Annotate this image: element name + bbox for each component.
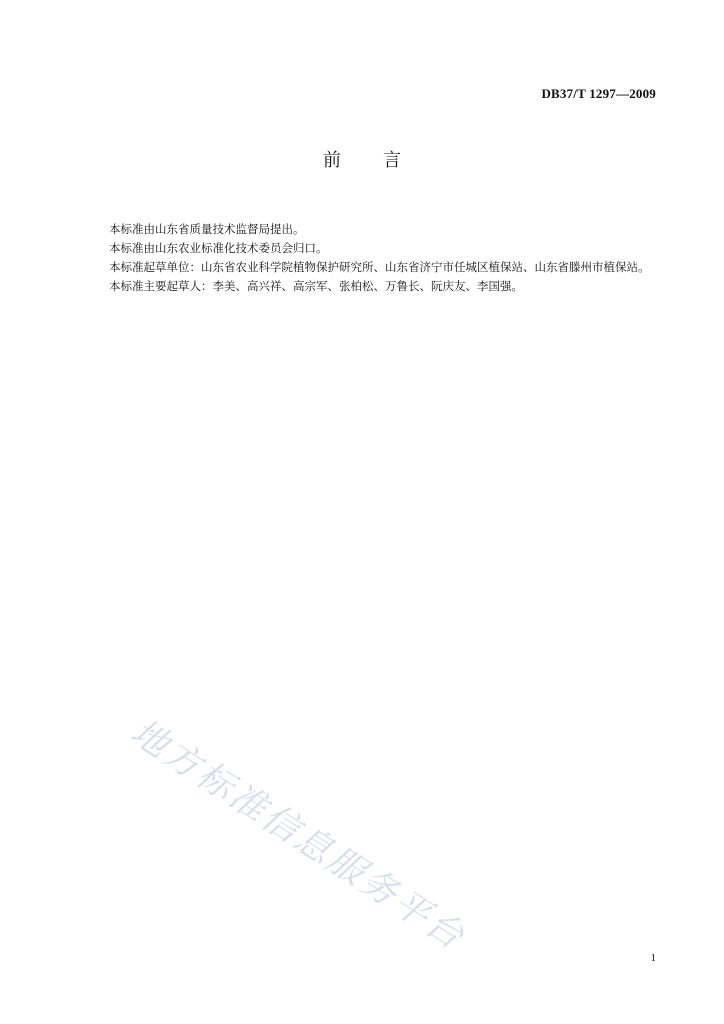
standard-code-header: DB37/T 1297—2009 xyxy=(541,86,656,101)
foreword-paragraph: 本标准起草单位：山东省农业科学院植物保护研究所、山东省济宁市任城区植保站、山东省滕州市植保站。 xyxy=(109,260,650,274)
page-number: 1 xyxy=(650,952,656,964)
page-title: 前言 xyxy=(323,150,443,171)
foreword-body xyxy=(86,220,658,296)
foreword-paragraph: 本标准由山东农业标准化技术委员会归口。 xyxy=(109,241,328,255)
watermark: 地方标准信息服务平台 xyxy=(123,711,473,959)
foreword-paragraph: 本标准主要起草人：李美、高兴祥、高宗军、张柏松、万鲁长、阮庆友、李国强。 xyxy=(109,279,523,293)
foreword-paragraph: 本标准由山东省质量技术监督局提出。 xyxy=(109,222,305,236)
